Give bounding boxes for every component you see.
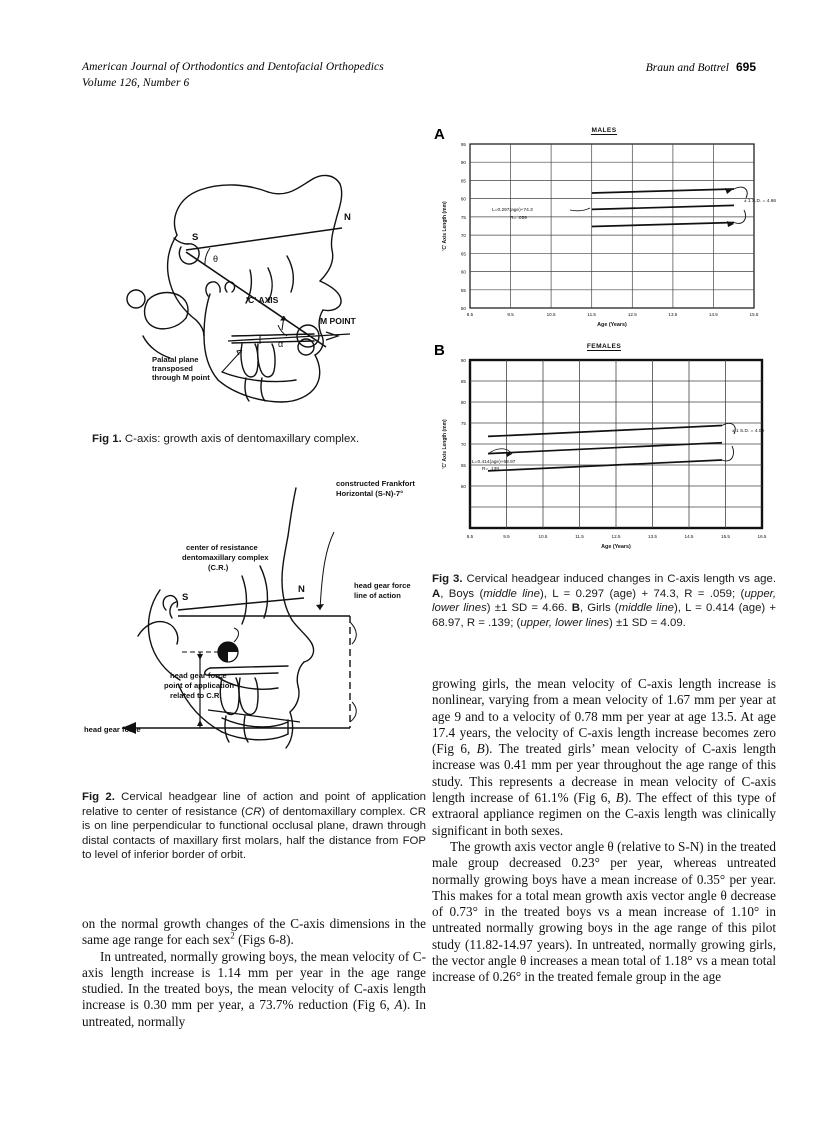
- body-par1-text: on the normal growth changes of the C-axis dimensions in the same age range for each sex: [82, 916, 426, 948]
- chart-a-annotation-eq: L=0.297(age)+74.3: [492, 208, 533, 213]
- svg-text:55: 55: [460, 287, 466, 293]
- body-par3-italic-1: B: [476, 741, 485, 757]
- body-par2-italic: A: [394, 997, 403, 1013]
- figure-3-caption: [432, 572, 776, 630]
- body-paragraph-1: [82, 916, 426, 949]
- svg-text:70: 70: [460, 233, 466, 239]
- figure-1-caption: [92, 432, 422, 447]
- fig2-label-frankfort-2: Horizontal (S-N)-7°: [336, 489, 404, 498]
- body-text-right-column: [432, 676, 776, 986]
- svg-text:12.5: 12.5: [611, 534, 621, 539]
- chart-a-panel-letter: A: [434, 126, 445, 143]
- fig2-label-n: N: [298, 584, 305, 595]
- figure-2-tracing: [82, 470, 426, 770]
- journal-volume: Volume 126, Number 6: [82, 76, 190, 89]
- chart-b-annotation-eq: L=0.414(age)+68.97: [472, 460, 516, 465]
- body-text-left-column: [82, 916, 426, 1030]
- body-par1-cont: (Figs 6-8).: [234, 932, 294, 948]
- fig1-label-palatal-2: transposed: [152, 364, 193, 373]
- figure-2-caption-cr: CR: [244, 805, 262, 818]
- svg-text:80: 80: [460, 400, 466, 405]
- svg-text:90: 90: [460, 160, 466, 166]
- chart-b-upper-line: [488, 426, 722, 437]
- running-head-right: [646, 60, 756, 74]
- figure-2-caption-text-1: Cervical headgear line of action and point of application relative to center of resistance (: [82, 791, 427, 818]
- svg-text:60: 60: [460, 269, 466, 275]
- svg-text:60: 60: [460, 484, 466, 489]
- figure-3-caption-text-7: ) ±1 SD = 4.09.: [609, 616, 686, 629]
- svg-text:50: 50: [460, 306, 466, 311]
- svg-text:8.5: 8.5: [466, 534, 474, 539]
- chart-b-ylabel: 'C' Axis Length (mm): [442, 419, 448, 469]
- fig1-label-palatal-1: Palatal plane: [152, 355, 199, 364]
- figure-3-caption-upper-1: upper, lower lines: [432, 587, 776, 615]
- chart-a-xlabel: Age (Years): [597, 322, 627, 328]
- body-par3-text-c: ). The effect of this type of extraoral appliance regimen on the C-axis length was clinically significant in both sexes.: [432, 790, 776, 838]
- fig2-label-frankfort-1: constructed Frankfort: [336, 479, 415, 488]
- figure-3-caption-a: A: [432, 587, 441, 600]
- chart-a-annotation-r: R= .059: [510, 216, 527, 221]
- fig1-label-alpha: α: [278, 339, 284, 349]
- svg-text:65: 65: [460, 463, 466, 468]
- chart-b-panel-letter: B: [434, 342, 445, 359]
- running-head: [82, 60, 756, 94]
- chart-a-annotation-sd: ± 1 S.D. = 4.66: [744, 199, 776, 204]
- svg-text:11.5: 11.5: [587, 312, 597, 317]
- figure-2-caption-text-2: ) of dentomaxillary complex. CR is on line perpendicular to functional occlusal plane, drawn through distal contacts of maxillary first molars, half the distance from FOP to level of inferior border of orbit.: [82, 805, 426, 862]
- figure-3-caption-text-1: Cervical headgear induced changes in C-axis length vs age.: [466, 573, 776, 585]
- svg-text:15.5: 15.5: [749, 312, 759, 317]
- chart-b-title: FEMALES: [586, 343, 622, 350]
- svg-text:13.5: 13.5: [668, 312, 678, 317]
- svg-text:16.5: 16.5: [757, 534, 767, 539]
- svg-text:95: 95: [460, 142, 466, 147]
- svg-text:85: 85: [460, 379, 466, 384]
- figure-3-caption-text-4: ) ±1 SD = 4.66.: [486, 602, 572, 615]
- figure-3-caption-text-3: ), L = 0.297 (age) + 74.3, R = .059; (: [539, 587, 745, 600]
- body-paragraph-4: The growth axis vector angle θ (relative to S-N) in the treated male group decreased 0.23° per year, whereas untreated normally growing boys have a mean increase of 0.35° per year. This makes for a total mean growth axis vector angle θ decrease of 0.73° in the treated boys vs a mean increase of 1.10° in untreated normally growing boys in the age range of this pilot study (11.82-14.97 years). In untreated, normally growing girls, the vector angle θ increases a mean total of 1.18° vs a mean total increase of 0.26° in the treated female group in the age: [432, 838, 776, 985]
- fig2-label-hg-point-2: point of application: [164, 681, 235, 690]
- figure-3-caption-middle-2: middle line: [618, 602, 675, 615]
- body-paragraph-2: [82, 949, 426, 1030]
- figure-1-caption-label: Fig 1.: [92, 433, 122, 445]
- fig1-label-c-axis: 'C' AXIS: [246, 295, 279, 305]
- svg-text:9.5: 9.5: [503, 534, 510, 539]
- fig2-label-hg-action-1: head gear force: [354, 581, 411, 590]
- fig1-label-palatal-3: through M point: [152, 373, 210, 382]
- figure-2-caption-label: Fig 2.: [82, 791, 115, 803]
- svg-text:13.5: 13.5: [648, 534, 657, 539]
- chart-panel-b: [432, 342, 776, 554]
- chart-a-upper-line: [592, 189, 734, 193]
- body-par2-text-a: In untreated, normally growing boys, the mean velocity of C-axis length increase is 1.14 mm per year in the age range studied. In the treated boys, the mean velocity of C-axis length increase is 0.30 mm per year, a 73.7% reduction (Fig 6,: [82, 948, 426, 1013]
- svg-text:12.5: 12.5: [627, 312, 637, 317]
- chart-a-middle-line: [592, 205, 734, 209]
- fig2-label-cr-3: (C.R.): [208, 563, 229, 572]
- chart-b-lower-line: [488, 460, 722, 471]
- figure-1-tracing: [82, 140, 426, 420]
- running-head-left: [82, 60, 384, 91]
- fig2-label-hg-action-2: line of action: [354, 591, 401, 600]
- svg-text:80: 80: [460, 196, 466, 202]
- svg-text:70: 70: [460, 442, 466, 447]
- fig2-label-s: S: [182, 592, 189, 603]
- fig2-label-cr-2: dentomaxillary complex: [182, 553, 269, 562]
- svg-text:15.5: 15.5: [721, 534, 730, 539]
- chart-b-annotation-sd: ± 1 S.D. = 4.09: [732, 429, 765, 434]
- body-paragraph-3: [432, 676, 776, 839]
- chart-b-annotation-r: R= .139: [482, 467, 499, 472]
- fig1-label-m-point: M POINT: [320, 316, 356, 326]
- fig2-label-hg-force: head gear force: [84, 725, 141, 734]
- chart-panel-a: [432, 126, 776, 334]
- figure-1-caption-text: C-axis: growth axis of dentomaxillary complex.: [124, 433, 360, 445]
- body-par2-text-b: ). In untreated, normally: [82, 997, 426, 1029]
- author-names: Braun and Bottrel: [645, 62, 729, 74]
- svg-text:10.5: 10.5: [538, 534, 548, 539]
- svg-text:85: 85: [460, 178, 466, 184]
- figure-3-caption-text-2: , Boys (: [440, 587, 484, 600]
- figure-3-caption-label: Fig 3.: [432, 573, 463, 585]
- fig1-label-theta: θ: [213, 254, 219, 264]
- svg-text:11.5: 11.5: [575, 534, 584, 539]
- chart-b-xlabel: Age (Years): [601, 544, 631, 550]
- svg-text:10.5: 10.5: [546, 312, 556, 317]
- svg-text:90: 90: [460, 358, 466, 363]
- chart-a-lower-line: [592, 223, 734, 227]
- svg-text:75: 75: [460, 421, 466, 426]
- journal-title: American Journal of Orthodontics and Dentofacial Orthopedics: [82, 61, 384, 73]
- body-par1-superscript: 2: [230, 930, 235, 941]
- chart-a-title: MALES: [591, 127, 617, 134]
- svg-text:14.5: 14.5: [708, 312, 718, 317]
- body-par3-text-b: ). The treated girls’ mean velocity of C-axis length increase was 0.41 mm per year throughout the age range of this study. This represents a decrease in mean velocity of C-axis length increase of 61.1% (Fig 6,: [432, 741, 776, 806]
- body-par3-italic-2: B: [615, 790, 624, 806]
- body-par3-text-a: growing girls, the mean velocity of C-axis length increase is nonlinear, varying from a mean velocity of 1.67 mm per year at age 9 and to a velocity of 0.78 mm per year at age 13.5. At age 17.4 years, the velocity of C-axis length increase becomes zero (Fig 6,: [432, 676, 776, 757]
- fig2-label-hg-point-1: head gear force: [170, 671, 227, 680]
- figure-2-caption: [82, 790, 426, 863]
- figure-3-caption-text-5: , Girls (: [579, 602, 619, 615]
- figure-3-caption-text-6: ), L = 0.414 (age) + 68.97, R = .139; (: [432, 602, 777, 629]
- fig1-label-s: S: [192, 232, 199, 243]
- fig2-label-hg-point-3: related to C.R.: [170, 691, 222, 700]
- svg-text:14.5: 14.5: [684, 534, 694, 539]
- figure-3-caption-middle-1: middle line: [483, 587, 540, 600]
- chart-a-ylabel: 'C' Axis Length (mm): [442, 201, 448, 251]
- page-number: 695: [735, 60, 756, 74]
- figure-3-caption-upper-2: upper, lower lines: [520, 616, 609, 629]
- svg-text:8.5: 8.5: [466, 312, 474, 317]
- fig1-label-n: N: [344, 212, 351, 223]
- figure-3-caption-b: B: [571, 602, 580, 615]
- svg-text:9.5: 9.5: [507, 312, 514, 317]
- svg-text:65: 65: [460, 251, 466, 257]
- fig2-label-cr-1: center of resistance: [186, 543, 258, 552]
- svg-text:75: 75: [460, 214, 466, 220]
